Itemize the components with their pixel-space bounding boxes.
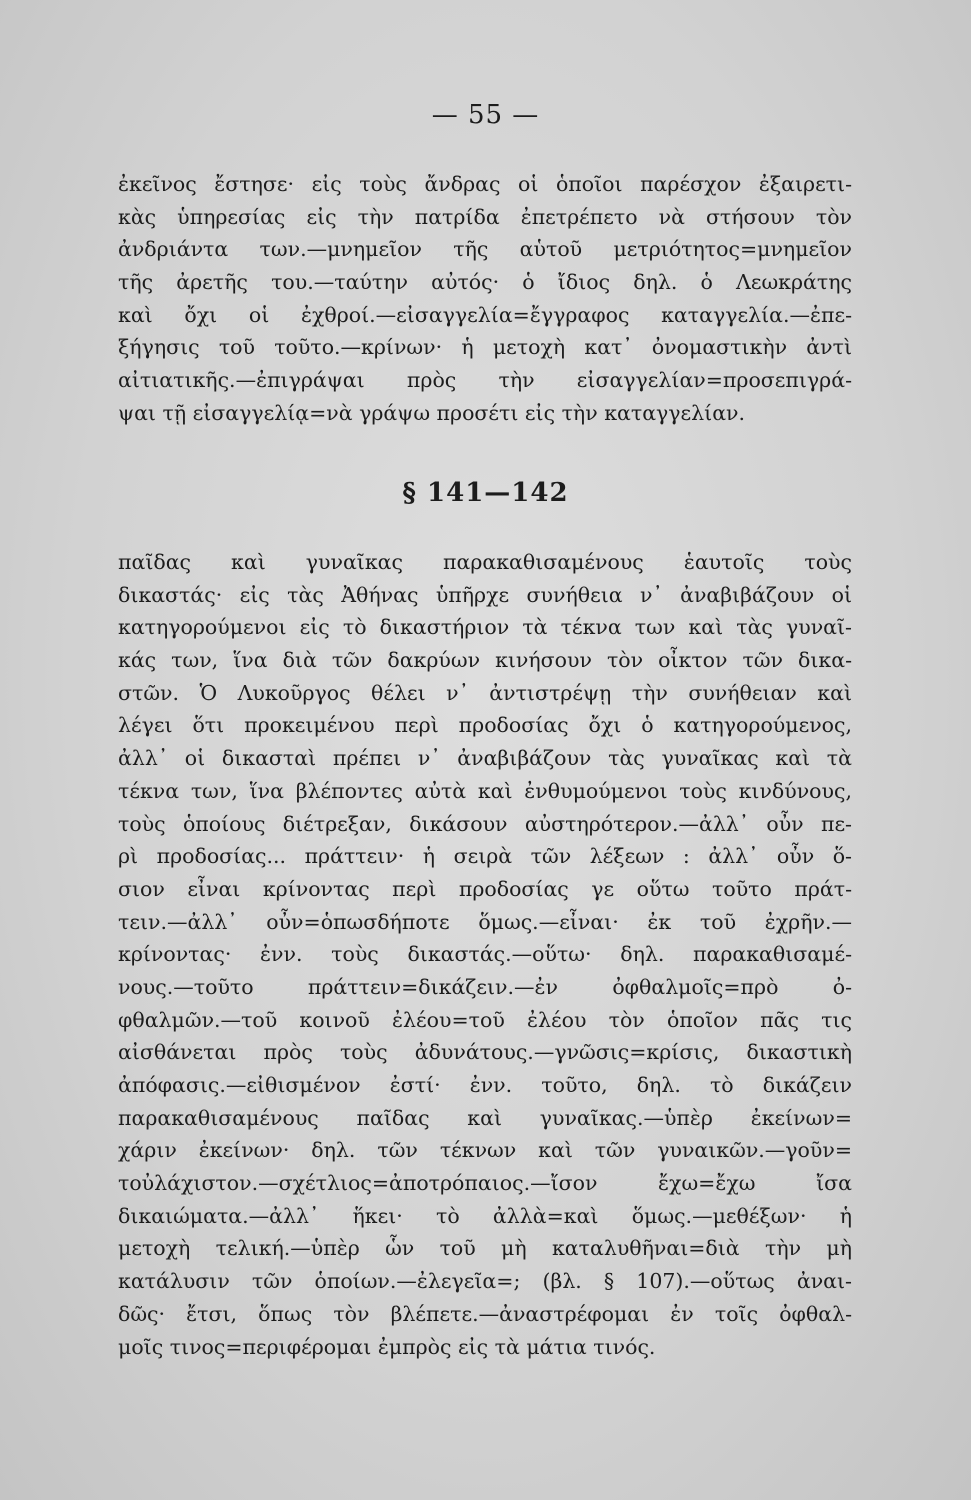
- text-line: κατάλυσιν τῶν ὁποίων.—ἐλεγεῖα=; (βλ. § 107).—οὕτως ἀναι-: [118, 1269, 852, 1294]
- text-line: καὶ ὄχι οἱ ἐχθροί.—εἰσαγγελία=ἔγγραφος καταγγελία.—ἐπε-: [118, 302, 852, 327]
- text-line: λέγει ὅτι προκειμένου περὶ προδοσίας ὄχι ὁ κατηγορούμενος,: [118, 713, 852, 738]
- text-line: τῆς ἀρετῆς του.—ταύτην αὐτός· ὁ ἴδιος δηλ. ὁ Λεωκράτης: [118, 270, 852, 295]
- text-line: ἀνδριάντα των.—μνημεῖον τῆς αὑτοῦ μετριότητος=μνημεῖον: [118, 237, 852, 262]
- text-line: ξήγησις τοῦ τοῦτο.—κρίνων· ἡ μετοχὴ κατ᾽ ὀνομαστικὴν ἀντὶ: [118, 335, 852, 360]
- text-line: στῶν. Ὁ Λυκοῦργος θέλει ν᾽ ἀντιστρέψῃ τὴν συνήθειαν καὶ: [118, 680, 852, 705]
- text-line: σιον εἶναι κρίνοντας περὶ προδοσίας γε οὕτω τοῦτο πράτ-: [118, 876, 852, 901]
- text-line: ρὶ προδοσίας... πράττειν· ἡ σειρὰ τῶν λέξεων : ἀλλ᾽ οὖν ὅ-: [118, 844, 852, 869]
- text-line: δικαιώματα.—ἀλλ᾽ ἥκει· τὸ ἀλλὰ=καὶ ὅμως.—μεθέξων· ἡ: [118, 1203, 852, 1228]
- text-line: τέκνα των, ἵνα βλέποντες αὐτὰ καὶ ἐνθυμούμενοι τοὺς κινδύνους,: [118, 778, 852, 803]
- text-line: τοὺς ὁποίους διέτρεξαν, δικάσουν αὐστηρότερον.—ἀλλ᾽ οὖν πε-: [118, 811, 852, 836]
- text-line: παρακαθισαμένους παῖδας καὶ γυναῖκας.—ὑπὲρ ἐκείνων=: [118, 1105, 852, 1130]
- paragraph-commentary-2: [118, 546, 852, 1363]
- text-line: αἰτιατικῆς.—ἐπιγράψαι πρὸς τὴν εἰσαγγελίαν=προσεπιγρά-: [118, 368, 852, 393]
- paragraph-commentary-1: [118, 168, 852, 430]
- text-line: κατηγορούμενοι εἰς τὸ δικαστήριον τὰ τέκνα των καὶ τὰς γυναῖ-: [118, 615, 852, 640]
- text-line: νους.—τοῦτο πράττειν=δικάζειν.—ἐν ὀφθαλμοῖς=πρὸ ὀ-: [118, 974, 852, 999]
- text-line: ἐκεῖνος ἔστησε· εἰς τοὺς ἄνδρας οἱ ὁποῖοι παρέσχον ἐξαιρετι-: [118, 172, 852, 196]
- text-line: κὰς ὑπηρεσίας εἰς τὴν πατρίδα ἐπετρέπετο νὰ στήσουν τὸν: [118, 204, 852, 229]
- text-line: ἀπόφασις.—εἰθισμένον ἐστί· ἐνν. τοῦτο, δηλ. τὸ δικάζειν: [118, 1073, 852, 1097]
- text-line: φθαλμῶν.—τοῦ κοινοῦ ἐλέου=τοῦ ἐλέου τὸν ὁποῖον πᾶς τις: [118, 1007, 852, 1032]
- page-number: — 55 —: [431, 100, 540, 130]
- text-line: αἰσθάνεται πρὸς τοὺς ἀδυνάτους.—γνῶσις=κρίσις, δικαστικὴ: [118, 1040, 852, 1065]
- text-line: παῖδας καὶ γυναῖκας παρακαθισαμένους ἑαυτοῖς τοὺς: [118, 550, 852, 574]
- text-line: ἀλλ᾽ οἱ δικασταὶ πρέπει ν᾽ ἀναβιβάζουν τὰς γυναῖκας καὶ τὰ: [118, 746, 852, 771]
- text-line: μετοχὴ τελική.—ὑπὲρ ὧν τοῦ μὴ καταλυθῆναι=διὰ τὴν μὴ: [118, 1236, 852, 1261]
- section-heading: § 141—142: [402, 478, 569, 508]
- text-line: κάς των, ἵνα διὰ τῶν δακρύων κινήσουν τὸν οἶκτον τῶν δικα-: [118, 648, 852, 673]
- text-line: τειν.—ἀλλ᾽ οὖν=ὁπωσδήποτε ὅμως.—εἶναι· ἐκ τοῦ ἐχρῆν.—: [118, 909, 852, 934]
- text-line: μοῖς τινος=περιφέρομαι ἐμπρὸς εἰς τὰ μάτια τινός.: [118, 1334, 656, 1359]
- text-line: κρίνοντας· ἐνν. τοὺς δικαστάς.—οὕτω· δηλ. παρακαθισαμέ-: [118, 942, 852, 967]
- text-line: δῶς· ἔτσι, ὅπως τὸν βλέπετε.—ἀναστρέφομαι ἐν τοῖς ὀφθαλ-: [118, 1301, 852, 1326]
- text-line: δικαστάς· εἰς τὰς Ἀθήνας ὑπῆρχε συνήθεια ν᾽ ἀναβιβάζουν οἱ: [118, 582, 852, 607]
- text-line: ψαι τῇ εἰσαγγελίᾳ=νὰ γράψω προσέτι εἰς τὴν καταγγελίαν.: [118, 400, 746, 425]
- text-line: χάριν ἐκείνων· δηλ. τῶν τέκνων καὶ τῶν γυναικῶν.—γοῦν=: [118, 1138, 852, 1163]
- text-line: τοὐλάχιστον.—σχέτλιος=ἀποτρόπαιος.—ἴσον ἔχω=ἔχω ἴσα: [118, 1171, 852, 1196]
